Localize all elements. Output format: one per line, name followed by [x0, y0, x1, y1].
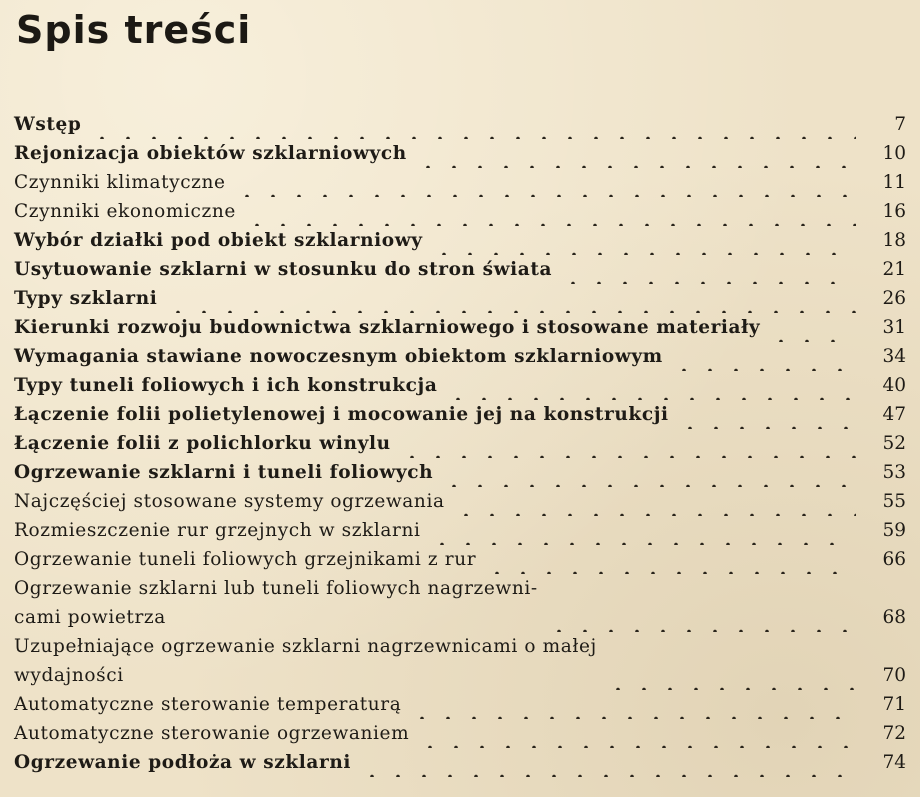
toc-entry	[14, 284, 906, 313]
toc-entry-title: Automatyczne sterowanie ogrzewaniem	[14, 723, 410, 744]
toc-page-number: 18	[882, 230, 906, 251]
toc-entry-title-block	[14, 574, 538, 632]
toc-entry-title: Kierunki rozwoju budownictwa szklarniowego i stosowane materiały	[14, 317, 761, 338]
toc-entry-title: Łączenie folii z polichlorku winylu	[14, 433, 391, 454]
toc-page-number: 10	[882, 143, 906, 164]
dot-leader	[399, 429, 856, 458]
toc-entry-title: Automatyczne sterowanie temperaturą	[14, 694, 402, 715]
dot-leader	[445, 371, 856, 400]
toc-entry	[14, 168, 906, 197]
toc-entry	[14, 139, 906, 168]
toc-entry-title: Czynniki ekonomiczne	[14, 201, 236, 222]
toc-entry	[14, 574, 906, 632]
toc-entry-title: Wymagania stawiane nowoczesnym obiektom szklarniowym	[14, 346, 663, 367]
toc-entry-title: Typy tuneli foliowych i ich konstrukcja	[14, 375, 438, 396]
dot-leader	[409, 690, 856, 719]
dot-leader	[453, 487, 856, 516]
dot-leader	[677, 400, 856, 429]
toc-entry	[14, 371, 906, 400]
toc-entry	[14, 632, 906, 690]
toc-entry	[14, 545, 906, 574]
toc-entry	[14, 748, 906, 777]
dot-leader	[441, 458, 856, 487]
dot-leader	[560, 255, 856, 284]
dot-leader	[429, 516, 857, 545]
toc-entry-title: Ogrzewanie tuneli foliowych grzejnikami z rur	[14, 549, 477, 570]
toc-entry	[14, 226, 906, 255]
toc-entry	[14, 516, 906, 545]
dot-leader	[359, 748, 856, 777]
dot-leader	[417, 719, 856, 748]
dot-leader	[165, 284, 856, 313]
dot-leader	[605, 661, 856, 690]
dot-leader	[415, 139, 856, 168]
toc-entry	[14, 313, 906, 342]
page-title: Spis treści	[16, 8, 252, 52]
toc-entry	[14, 197, 906, 226]
dot-leader	[244, 197, 856, 226]
toc-entry	[14, 110, 906, 139]
toc-page-number: 34	[882, 346, 906, 367]
toc-entry-title: Najczęściej stosowane systemy ogrzewania	[14, 491, 445, 512]
dot-leader	[89, 110, 856, 139]
toc-list	[14, 110, 906, 777]
dot-leader	[671, 342, 856, 371]
toc-entry-title-line-2: cami powietrza	[14, 607, 166, 628]
toc-entry-title: Rozmieszczenie rur grzejnych w szklarni	[14, 520, 421, 541]
toc-page-number: 16	[882, 201, 906, 222]
toc-page-number: 59	[882, 520, 906, 541]
toc-entry-title: Wybór działki pod obiekt szklarniowy	[14, 230, 423, 251]
toc-entry-title: Typy szklarni	[14, 288, 158, 309]
toc-page-number: 7	[894, 114, 906, 135]
toc-page-number: 47	[882, 404, 906, 425]
dot-leader	[546, 603, 856, 632]
toc-page-number: 66	[882, 549, 906, 570]
toc-entry	[14, 400, 906, 429]
toc-entry-title: Ogrzewanie szklarni i tuneli foliowych	[14, 462, 434, 483]
dot-leader	[234, 168, 856, 197]
toc-entry	[14, 690, 906, 719]
toc-entry	[14, 255, 906, 284]
toc-page-number: 74	[882, 752, 906, 773]
toc-entry-title-line-2: wydajności	[14, 665, 124, 686]
toc-entry-title: Czynniki klimatyczne	[14, 172, 226, 193]
toc-page-number: 31	[882, 317, 906, 338]
dot-leader	[484, 545, 856, 574]
toc-entry-title: Rejonizacja obiektów szklarniowych	[14, 143, 407, 164]
toc-page-number: 26	[882, 288, 906, 309]
toc-page-number: 52	[882, 433, 906, 454]
toc-page-number: 11	[882, 172, 906, 193]
toc-entry-title: Łączenie folii polietylenowej i mocowanie jej na konstrukcji	[14, 404, 669, 425]
toc-entry	[14, 342, 906, 371]
toc-entry-title: Ogrzewanie podłoża w szklarni	[14, 752, 352, 773]
toc-entry-title-block	[14, 632, 597, 690]
toc-page-number: 55	[882, 491, 906, 512]
toc-entry-title: Usytuowanie szklarni w stosunku do stron świata	[14, 259, 553, 280]
toc-entry	[14, 458, 906, 487]
toc-page-number: 72	[882, 723, 906, 744]
toc-entry	[14, 429, 906, 458]
toc-entry-title: Wstęp	[14, 114, 82, 135]
toc-page-number: 68	[882, 607, 906, 628]
toc-entry	[14, 487, 906, 516]
toc-page-number: 40	[882, 375, 906, 396]
toc-page-number: 53	[882, 462, 906, 483]
dot-leader	[431, 226, 856, 255]
toc-page-number: 71	[882, 694, 906, 715]
toc-entry-title-line-1: Uzupełniające ogrzewanie szklarni nagrzewnicami o małej	[14, 636, 597, 657]
dot-leader	[768, 313, 856, 342]
toc-page-number: 70	[882, 665, 906, 686]
toc-entry	[14, 719, 906, 748]
toc-page-number: 21	[882, 259, 906, 280]
toc-entry-title-line-1: Ogrzewanie szklarni lub tuneli foliowych nagrzewni-	[14, 578, 538, 599]
